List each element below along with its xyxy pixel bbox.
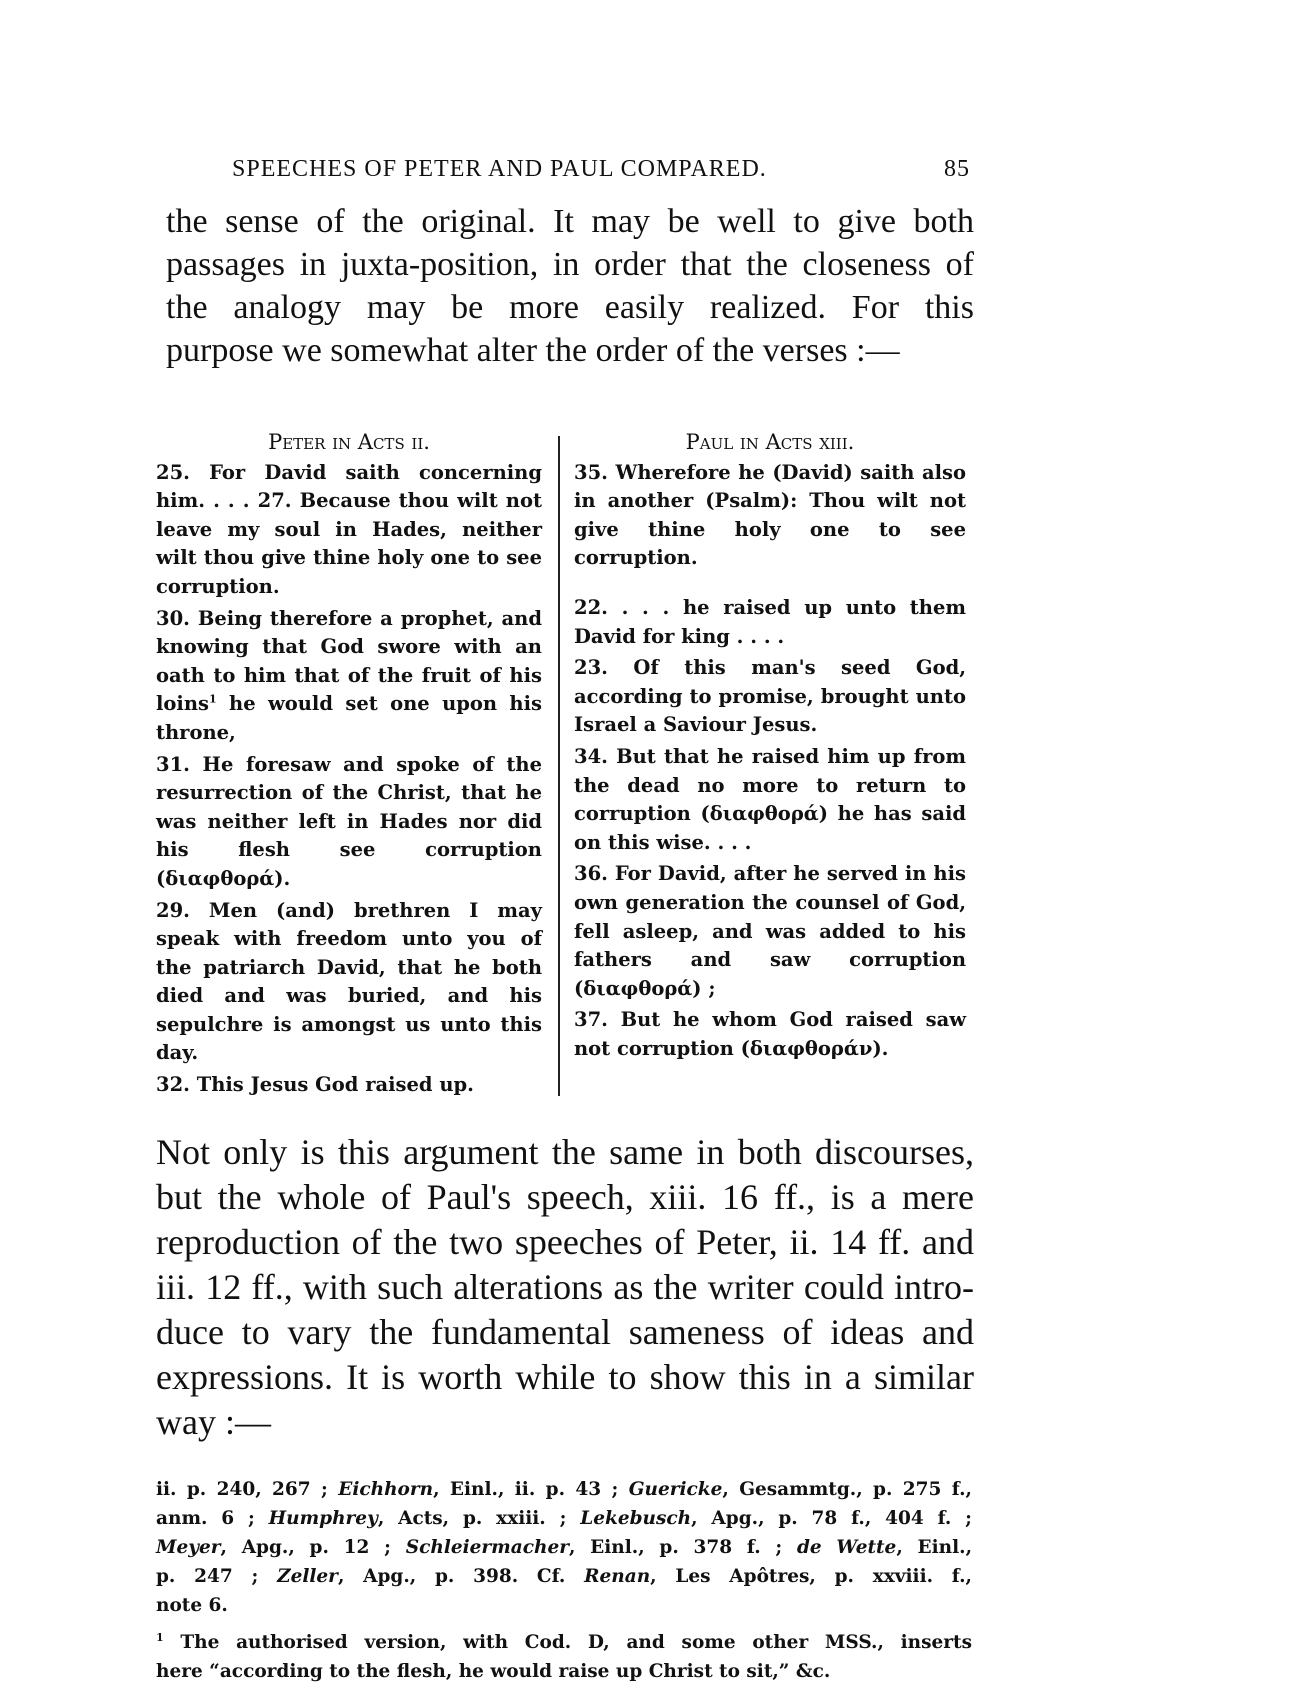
notes-section	[156, 1475, 972, 1686]
verse-entry: 29. Men (and) brethren I may speak with freedom unto you of the patriarch David, that he both died and was buried, and his sepulchre is amongst us unto this day.	[156, 898, 542, 1065]
verse-entry: 32. This Jesus God raised up.	[156, 1073, 474, 1097]
author-name: Renan	[584, 1566, 651, 1587]
verse-entry: 34. But that he raised him up from the dead no more to return to corruption (διαφθορά) he has said on this wise. . . .	[574, 744, 966, 854]
author-name: Meyer	[156, 1537, 221, 1558]
main-line: iii. 12 ff., with such alterations as the writer could intro-	[156, 1267, 974, 1307]
verse-entry: 37. But he whom God raised saw not corruption (διαφθοράν).	[574, 1008, 966, 1060]
note-text: ii. p. 240, 267 ;	[156, 1479, 339, 1500]
verse-entry: 31. He foresaw and spoke of the resurrection of the Christ, that he was neither left in Hades nor did his flesh see corruption (διαφθορά).	[156, 752, 542, 890]
verse-entry: 25. For David saith concerning him. . . . 27. Because thou wilt not leave my soul in Hades, neither wilt thou give thine holy one to see corruption.	[156, 460, 542, 598]
verse-text: 30. Being therefore a prophet, and knowing that God swore with an oath to him that of the fruit of his loins	[156, 606, 542, 716]
note-text: , Apg., p. 12 ;	[220, 1537, 406, 1558]
column-divider	[558, 436, 560, 1096]
main-paragraph	[156, 1130, 974, 1445]
footnote-marker: 1	[208, 692, 217, 706]
note-text: , Einl., ii. p. 43 ;	[433, 1479, 629, 1500]
note-line	[156, 1562, 972, 1591]
verse-entry: 35. Wherefore he (David) saith also in another (Psalm): Thou wilt not give thine holy one to see corruption.	[574, 460, 966, 570]
footnote-line: here “according to the flesh, he would raise up Christ to sit,” &c.	[156, 1661, 831, 1682]
reference-note	[156, 1475, 972, 1620]
note-line	[156, 1533, 972, 1562]
main-line: Not only is this argument the same in both discourses,	[156, 1132, 974, 1172]
paul-column-heading: Paul in Acts xiii.	[685, 430, 855, 454]
note-text: , Apg., p. 398. Cf.	[337, 1566, 585, 1587]
author-name: Humphrey	[268, 1508, 378, 1529]
peter-column	[156, 428, 542, 1103]
footnote-number: 1	[156, 1630, 164, 1644]
verse-entry: 22. . . . he raised up unto them David for king . . . .	[574, 595, 966, 648]
intro-paragraph	[166, 200, 974, 372]
verse-entry: 23. Of this man's seed God, according to promise, brought unto Israel a Saviour Jesus.	[574, 656, 966, 737]
main-line: expressions. It is worth while to show this in a similar	[156, 1357, 974, 1397]
note-text: , Acts, p. xxiii. ;	[377, 1508, 581, 1529]
verse-entry: 36. For David, after he served in his own generation the counsel of God, fell asleep, and was added to his fathers and saw corruption (διαφθορά) ;	[574, 862, 966, 1000]
verse-entry	[156, 605, 542, 748]
author-name: Guericke	[628, 1479, 723, 1500]
note-text: anm. 6 ;	[156, 1508, 269, 1529]
author-name: Zeller	[277, 1566, 338, 1587]
main-line: way :—	[156, 1402, 271, 1442]
intro-line: the analogy may be more easily realized. For this	[166, 289, 974, 326]
note-text: , Einl., p. 378 f. ;	[568, 1537, 797, 1558]
author-name: de Wette	[796, 1537, 897, 1558]
paul-column	[574, 428, 966, 1066]
spacer	[574, 576, 966, 594]
footnote-text: The authorised version, with Cod. D, and some other MSS., inserts	[163, 1632, 972, 1653]
note-line	[156, 1475, 972, 1504]
author-name: Schleiermacher	[405, 1537, 569, 1558]
main-line: duce to vary the fundamental sameness of ideas and	[156, 1312, 974, 1352]
intro-line: passages in juxta-position, in order that the closeness of	[166, 246, 974, 283]
note-text: , Gesammtg., p. 275 f.,	[722, 1479, 972, 1500]
peter-column-heading: Peter in Acts ii.	[268, 430, 430, 454]
main-line: reproduction of the two speeches of Peter, ii. 14 ff. and	[156, 1222, 974, 1262]
note-text: p. 247 ;	[156, 1566, 278, 1587]
note-line	[156, 1504, 972, 1533]
main-line: but the whole of Paul's speech, xiii. 16 ff., is a mere	[156, 1177, 974, 1217]
footnote	[156, 1628, 972, 1686]
note-text: , Einl.,	[896, 1537, 973, 1558]
intro-line: purpose we somewhat alter the order of the verses :—	[166, 332, 900, 369]
verse-text: he would set one upon his throne,	[156, 692, 542, 744]
note-text: , Apg., p. 78 f., 404 f. ;	[691, 1508, 973, 1529]
running-title: SPEECHES OF PETER AND PAUL COMPARED.	[232, 156, 767, 182]
footnote-line	[156, 1628, 972, 1657]
note-text: , Les Apôtres, p. xxviii. f.,	[650, 1566, 972, 1587]
page-number: 85	[944, 156, 970, 182]
author-name: Lekebusch	[580, 1508, 692, 1529]
intro-line: the sense of the original. It may be well to give both	[166, 203, 974, 240]
note-line: note 6.	[156, 1595, 228, 1616]
author-name: Eichhorn	[338, 1479, 434, 1500]
